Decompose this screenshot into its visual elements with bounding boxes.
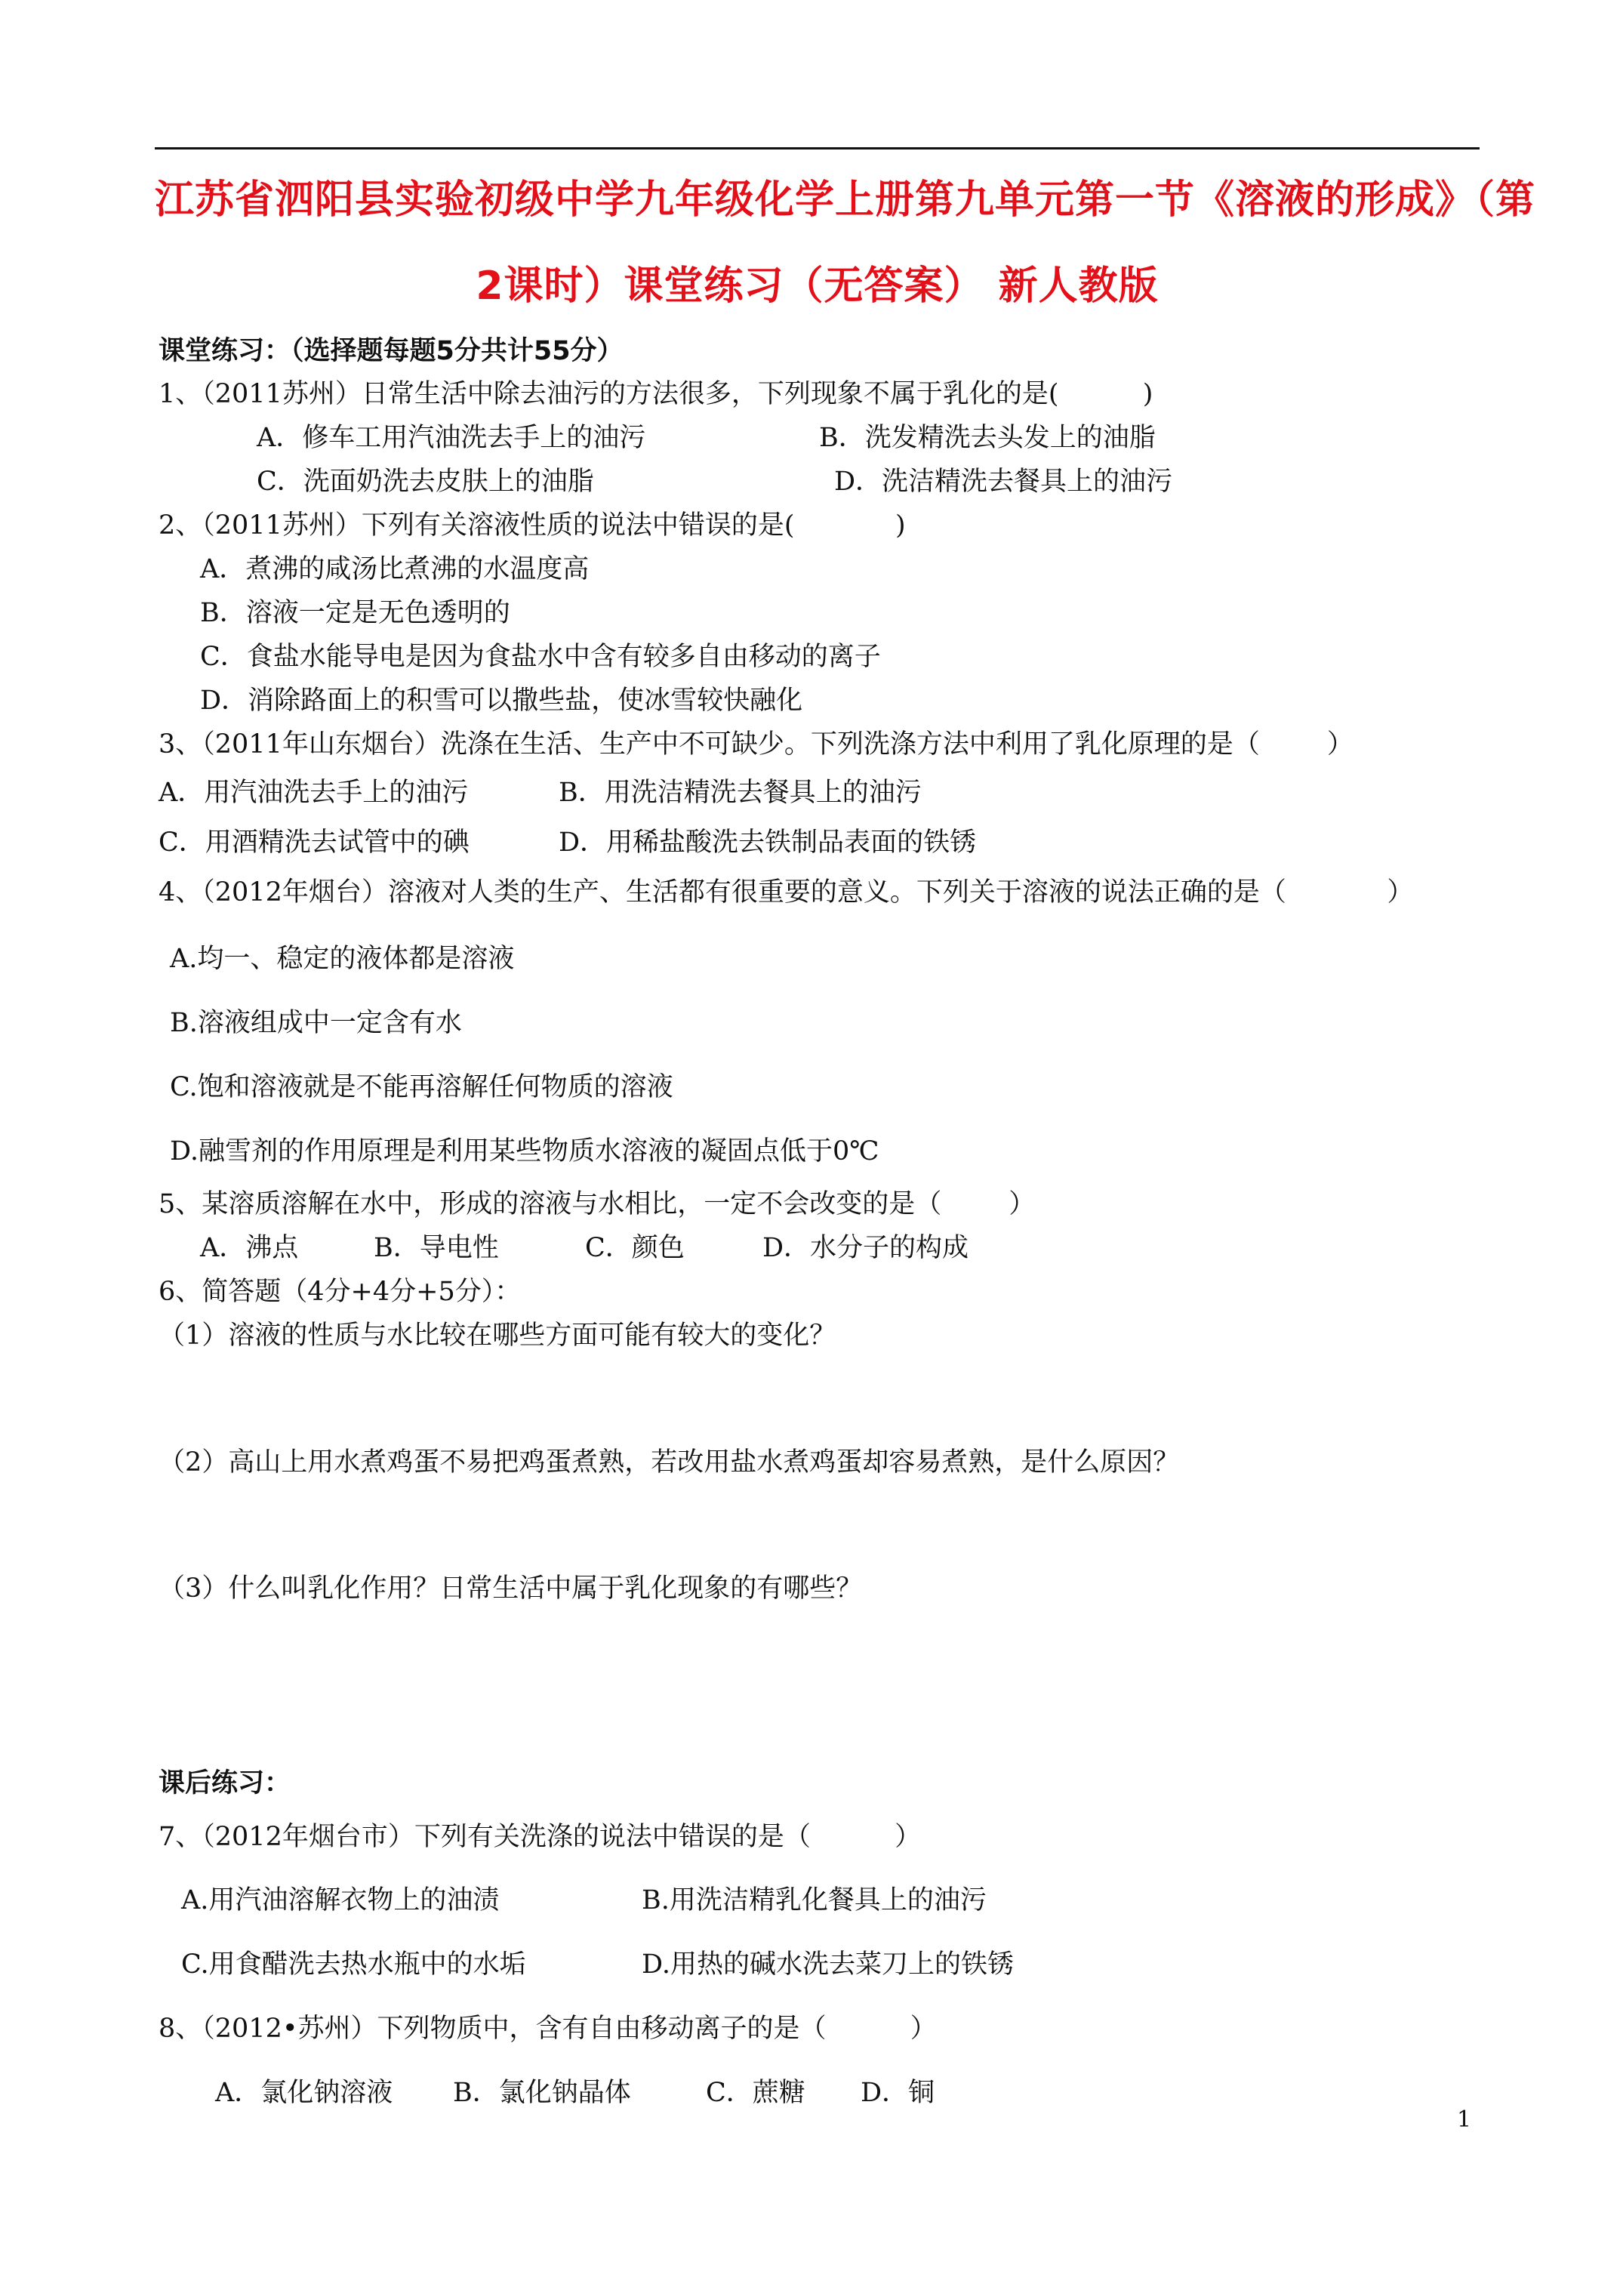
q5-option-a: A．沸点 [200,1233,299,1263]
q2-option-b: B．溶液一定是无色透明的 [200,598,510,628]
q7-stem: 7、（2012年烟台市）下列有关洗涤的说法中错误的是（ ） [159,1822,922,1852]
q5-stem: 5、某溶质溶解在水中，形成的溶液与水相比，一定不会改变的是（ ） [159,1189,1036,1219]
q8-option-c: C．蔗糖 [706,2078,805,2108]
q2-option-a: A．煮沸的咸汤比煮沸的水温度高 [200,554,590,584]
q1-option-b: B．洗发精洗去头发上的油脂 [819,423,1156,453]
q1-option-a: A．修车工用汽油洗去手上的油污 [257,423,646,453]
header-rule [155,147,1480,149]
q1-option-c: C．洗面奶洗去皮肤上的油脂 [257,467,594,497]
q6-part3: （3）什么叫乳化作用？日常生活中属于乳化现象的有哪些？ [159,1573,863,1604]
q5-option-c: C．颜色 [585,1233,685,1263]
q1-option-d: D．洗洁精洗去餐具上的油污 [834,467,1173,497]
q7-option-d: D.用热的碱水洗去菜刀上的铁锈 [642,1949,1014,1980]
q8-option-b: B．氯化钠晶体 [453,2078,631,2108]
document-title-line2: 2课时）课堂练习（无答案） 新人教版 [476,264,1159,309]
q4-option-c: C.饱和溶液就是不能再溶解任何物质的溶液 [170,1072,673,1102]
q8-option-d: D．铜 [861,2078,935,2108]
q1-stem: 1、（2011苏州）日常生活中除去油污的方法很多，下列现象不属于乳化的是( ) [159,379,1153,409]
q2-stem: 2、（2011苏州）下列有关溶液性质的说法中错误的是( ) [159,510,906,541]
q2-option-c: C．食盐水能导电是因为食盐水中含有较多自由移动的离子 [200,642,881,672]
classwork-heading: 课堂练习：（选择题每题5分共计55分） [159,336,624,366]
q7-option-c: C.用食醋洗去热水瓶中的水垢 [181,1949,526,1980]
q4-option-a: A.均一、稳定的液体都是溶液 [170,944,515,974]
q6-part2: （2）高山上用水煮鸡蛋不易把鸡蛋煮熟，若改用盐水煮鸡蛋却容易煮熟，是什么原因？ [159,1447,1180,1478]
q3-option-c: C．用酒精洗去试管中的碘 [159,827,470,858]
q3-option-d: D．用稀盐酸洗去铁制品表面的铁锈 [559,827,977,858]
q8-option-a: A．氯化钠溶液 [215,2078,393,2108]
document-title-line1: 江苏省泗阳县实验初级中学九年级化学上册第九单元第一节《溶液的形成》（第 [155,177,1536,223]
page-number: 1 [1457,2106,1472,2133]
q7-option-a: A.用汽油溶解衣物上的油渍 [181,1885,500,1915]
q6-part1: （1）溶液的性质与水比较在哪些方面可能有较大的变化？ [159,1321,836,1351]
homework-heading: 课后练习： [159,1768,291,1798]
q4-option-b: B.溶液组成中一定含有水 [170,1008,462,1038]
q7-option-b: B.用洗洁精乳化餐具上的油污 [642,1885,987,1915]
q5-option-b: B．导电性 [374,1233,499,1263]
q4-option-d: D.融雪剂的作用原理是利用某些物质水溶液的凝固点低于0℃ [170,1136,879,1166]
q3-option-b: B．用洗洁精洗去餐具上的油污 [559,778,922,808]
q8-stem: 8、（2012•苏州）下列物质中，含有自由移动离子的是（ ） [159,2014,937,2044]
q3-option-a: A．用汽油洗去手上的油污 [159,778,469,808]
q3-stem: 3、（2011年山东烟台）洗涤在生活、生产中不可缺少。下列洗涤方法中利用了乳化原理的是（ ） [159,729,1354,760]
q4-stem: 4、（2012年烟台）溶液对人类的生产、生活都有很重要的意义。下列关于溶液的说法正确的是（ ） [159,877,1414,908]
q5-option-d: D．水分子的构成 [762,1233,969,1263]
q2-option-d: D．消除路面上的积雪可以撒些盐，使冰雪较快融化 [200,686,803,716]
q6-stem: 6、简答题（4分+4分+5分）： [159,1277,522,1307]
